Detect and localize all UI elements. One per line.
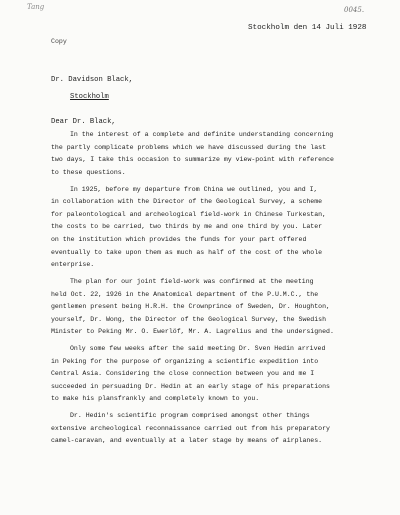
- date-line: Stockholm den 14 Juli 1928: [248, 24, 367, 32]
- salutation: Dear Dr. Black,: [51, 118, 116, 126]
- text-line: In 1925, before my departure from China we outlined, you and I,: [70, 185, 318, 193]
- text-line: held Oct. 22, 1926 in the Anatomical department of the P.U.M.C., the: [51, 290, 319, 298]
- paragraph: [51, 343, 396, 406]
- paragraph: [51, 184, 396, 272]
- text-line: for paleontological and archeological field-work in Chinese Turkestan,: [51, 210, 327, 218]
- text-line: Only some few weeks after the said meeting Dr. Sven Hedin arrived: [70, 345, 326, 353]
- text-line: In the interest of a complete and definite understanding concerning: [70, 131, 334, 138]
- text-line: on the institution which provides the funds for your part offered: [51, 235, 307, 243]
- text-line: two days, I take this occasion to summarize my view-point with reference: [51, 156, 334, 164]
- paragraph: [51, 129, 396, 179]
- text-line: enterprise.: [51, 261, 95, 269]
- page-number: 0045.: [344, 6, 365, 14]
- addressee-name: Dr. Davidson Black,: [51, 76, 133, 84]
- text-line: gentlemen present being H.R.H. the Crownprince of Sweden, Dr. Houghton,: [51, 303, 330, 311]
- text-line: in collaboration with the Director of the Geological Survey, a scheme: [51, 198, 323, 206]
- text-line: extensive archeological reconnaissance carried out from his preparatory: [51, 424, 330, 432]
- text-line: Central Asia. Considering the close connection between you and me I: [51, 370, 315, 378]
- text-line: to make his plansfrankly and completely known to you.: [51, 395, 260, 403]
- text-line: the costs to be carried, two thirds by me and one third by you. Later: [51, 223, 323, 231]
- text-line: to these questions.: [51, 168, 126, 176]
- text-line: yourself, Dr. Wong, the Director of the Geological Survey, the Swedish: [51, 315, 327, 323]
- text-line: in Peking for the purpose of organizing a scientific expedition into: [51, 357, 319, 365]
- paragraph: [51, 410, 396, 448]
- text-line: Dr. Hedin's scientific program comprised amongst other things: [70, 412, 310, 420]
- addressee-city: Stockholm: [70, 93, 109, 101]
- text-line: camel-caravan, and eventually at a later stage by means of airplanes.: [51, 437, 323, 445]
- text-line: succeeded in persuading Dr. Hedin at an early stage of his preparations: [51, 382, 330, 390]
- handwritten-note: Tang: [27, 3, 45, 11]
- letter-body: [51, 129, 396, 452]
- text-line: Minister to Peking Mr. O. Ewerlöf, Mr. A. Lagrelius and the undersigned.: [51, 328, 334, 336]
- paragraph: [51, 276, 396, 339]
- text-line: eventually to take upon them as much as half of the cost of the whole: [51, 248, 323, 256]
- text-line: The plan for our joint field-work was confirmed at the meeting: [70, 277, 314, 285]
- copy-mark: Copy: [51, 38, 67, 45]
- text-line: the partly complicate problems which we have discussed during the last: [51, 143, 327, 151]
